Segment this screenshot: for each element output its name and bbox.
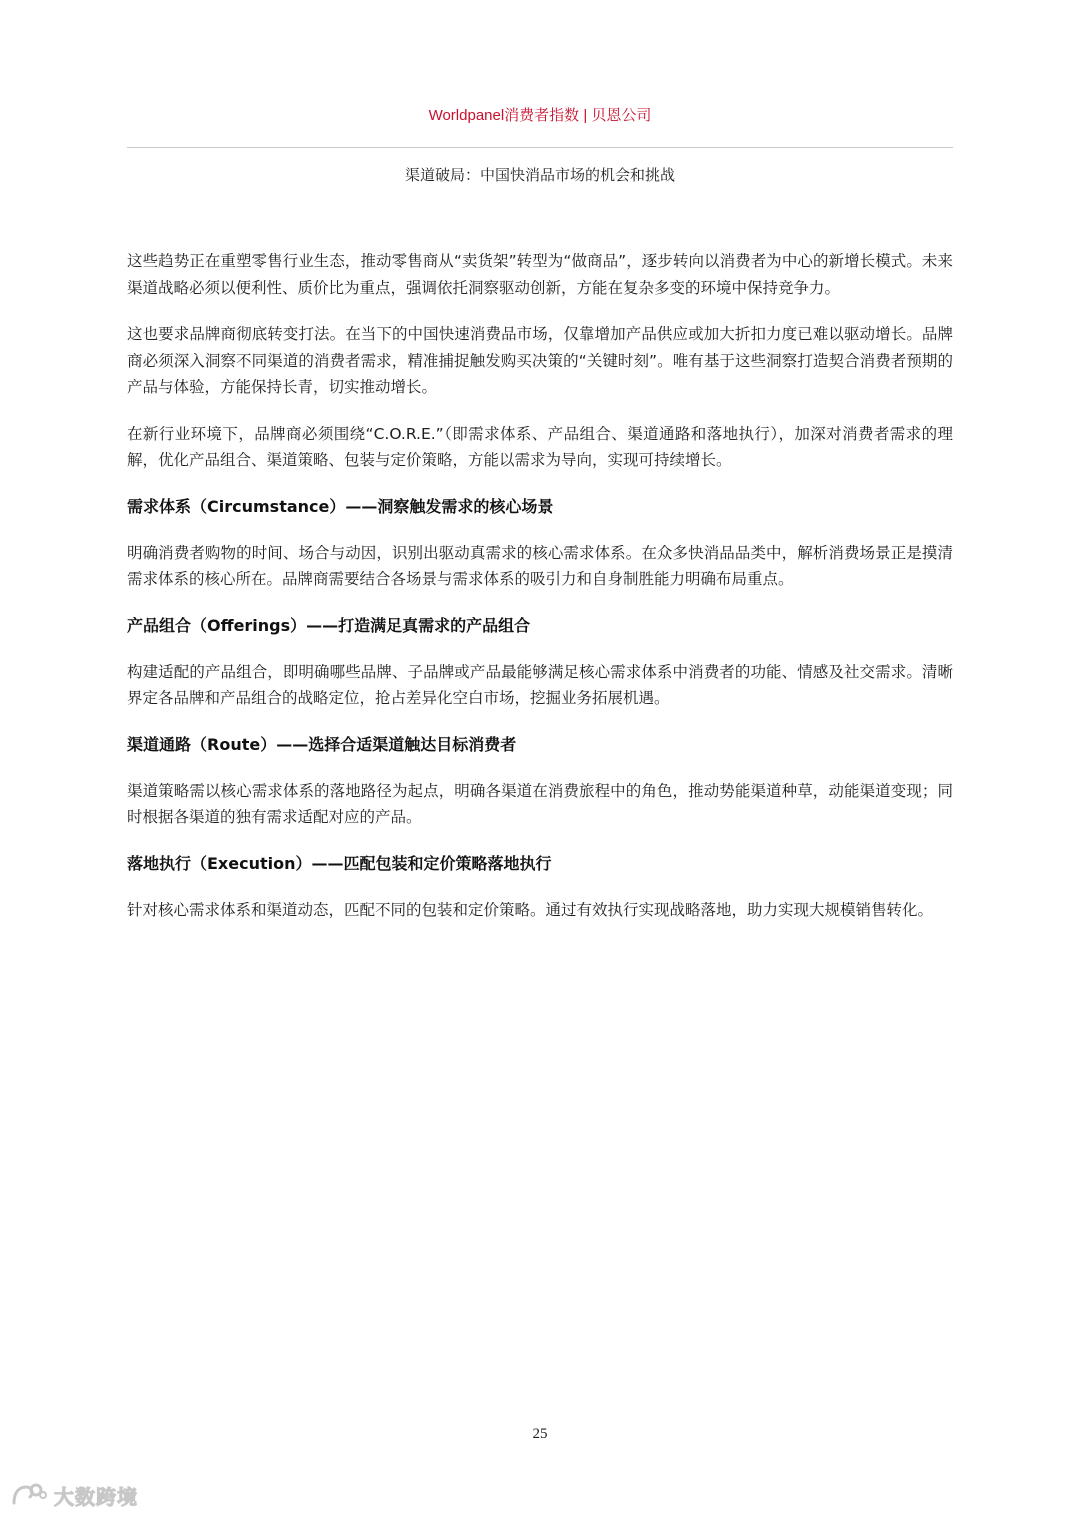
logo-mark-icon bbox=[10, 1481, 48, 1509]
section-text-circumstance: 明确消费者购物的时间、场合与动因，识别出驱动真需求的核心需求体系。在众多快消品品类中，解析消费场景正是摸清需求体系的核心所在。品牌商需要结合各场景与需求体系的吸引力和自身制胜能力明确布局重点。 bbox=[127, 543, 953, 588]
section-heading-circumstance: 需求体系（Circumstance）——洞察触发需求的核心场景 bbox=[127, 496, 554, 516]
header-divider bbox=[127, 147, 953, 148]
watermark bbox=[10, 1478, 138, 1512]
section-text-route: 渠道策略需以核心需求体系的落地路径为起点，明确各渠道在消费旅程中的角色，推动势能渠道种草，动能渠道变现；同时根据各渠道的独有需求适配对应的产品。 bbox=[127, 781, 953, 826]
watermark-text: 大数跨境 bbox=[54, 1484, 138, 1509]
section-text-execution: 针对核心需求体系和渠道动态，匹配不同的包装和定价策略。通过有效执行实现战略落地，助力实现大规模销售转化。 bbox=[127, 900, 934, 919]
main-content bbox=[127, 248, 953, 943]
report-title: 渠道破局：中国快消品市场的机会和挑战 bbox=[404, 166, 675, 184]
section-heading-offerings: 产品组合（Offerings）——打造满足真需求的产品组合 bbox=[127, 615, 531, 635]
section-heading-route: 渠道通路（Route）——选择合适渠道触达目标消费者 bbox=[127, 734, 517, 754]
header-brand: Worldpanel消费者指数 | 贝恩公司 bbox=[428, 107, 652, 124]
intro-paragraph-2: 这也要求品牌商彻底转变打法。在当下的中国快速消费品市场，仅靠增加产品供应或加大折扣力度已难以驱动增长。品牌商必须深入洞察不同渠道的消费者需求，精准捕捉触发购买决策的“关键时刻”。唯有基于这些洞察打造契合消费者预期的产品与体验，方能保持长青，切实推动增长。 bbox=[127, 325, 953, 396]
page-number: 25 bbox=[532, 1426, 548, 1442]
section-heading-execution: 落地执行（Execution）——匹配包装和定价策略落地执行 bbox=[127, 853, 552, 873]
intro-paragraph-3: 在新行业环境下，品牌商必须围绕“C.O.R.E.”（即需求体系、产品组合、渠道通路和落地执行），加深对消费者需求的理解，优化产品组合、渠道策略、包装与定价策略，方能以需求为导向，实现可持续增长。 bbox=[127, 424, 953, 469]
intro-paragraph-1: 这些趋势正在重塑零售行业生态，推动零售商从“卖货架”转型为“做商品”，逐步转向以消费者为中心的新增长模式。未来渠道战略必须以便利性、质价比为重点，强调依托洞察驱动创新，方能在复杂多变的环境中保持竞争力。 bbox=[127, 252, 953, 297]
section-text-offerings: 构建适配的产品组合，即明确哪些品牌、子品牌或产品最能够满足核心需求体系中消费者的功能、情感及社交需求。清晰界定各品牌和产品组合的战略定位，抢占差异化空白市场，挖掘业务拓展机遇。 bbox=[127, 662, 953, 707]
